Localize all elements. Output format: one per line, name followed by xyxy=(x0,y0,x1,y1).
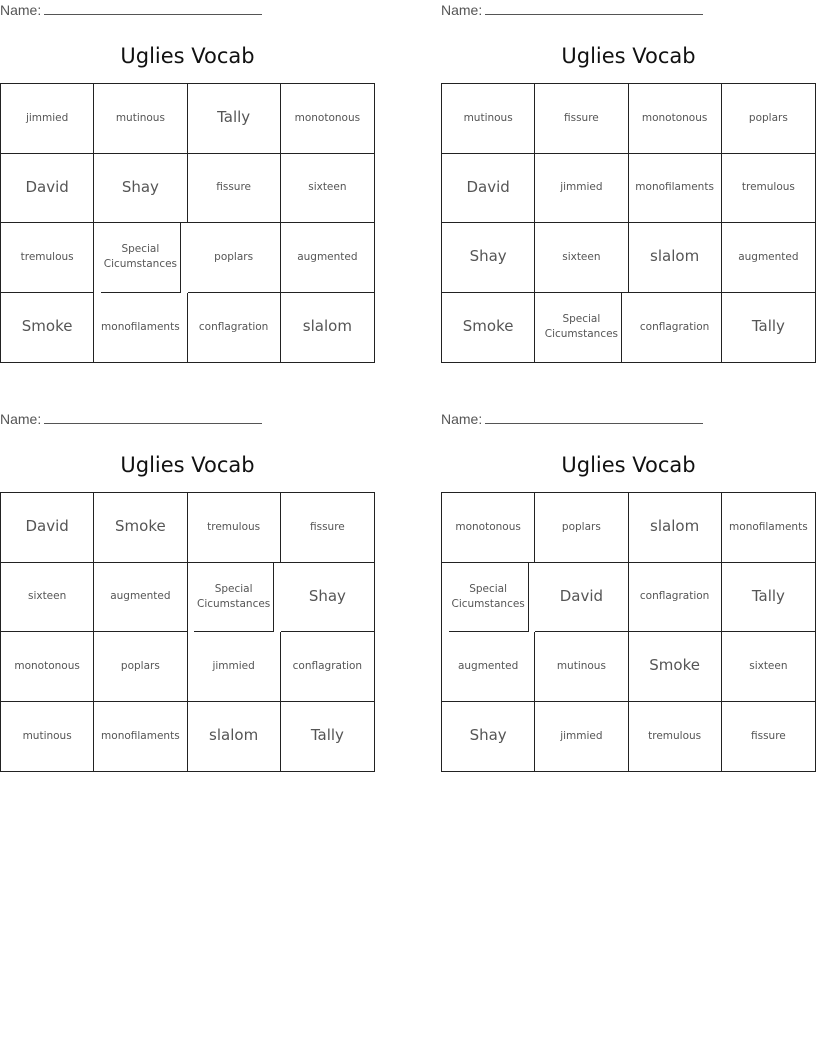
bingo-cell: slalom xyxy=(188,702,281,772)
bingo-cell: monofilaments xyxy=(629,154,722,224)
bingo-cell: poplars xyxy=(94,632,187,702)
bingo-cell: sixteen xyxy=(1,563,94,633)
bingo-cell: poplars xyxy=(722,84,815,154)
bingo-cell: tremulous xyxy=(722,154,815,224)
bingo-cell: Tally xyxy=(310,726,344,745)
name-blank-line xyxy=(44,411,262,424)
bingo-cell: augmented xyxy=(442,632,535,702)
card-title: Uglies Vocab xyxy=(561,44,696,68)
bingo-grid xyxy=(441,492,816,772)
bingo-cell: mutinous xyxy=(442,84,535,154)
bingo-cell: tremulous xyxy=(1,223,94,293)
bingo-cell: monofilaments xyxy=(94,293,187,363)
bingo-cell: David xyxy=(442,154,535,224)
bingo-cell: poplars xyxy=(535,493,628,563)
bingo-cell: tremulous xyxy=(629,702,722,772)
bingo-cell: monotonous xyxy=(1,632,94,702)
bingo-cell: augmented xyxy=(94,563,187,633)
bingo-cell: slalom xyxy=(629,223,722,293)
name-field xyxy=(441,2,711,20)
bingo-cell: conflagration xyxy=(629,293,722,363)
name-blank-line xyxy=(44,2,262,15)
bingo-cell: jimmied xyxy=(535,154,628,224)
bingo-cell: Smoke xyxy=(94,493,187,563)
bingo-cell: Tally xyxy=(188,84,281,154)
bingo-cell: sixteen xyxy=(535,223,628,293)
bingo-cell: David xyxy=(535,563,628,633)
name-label: Name: xyxy=(441,2,483,18)
name-label: Name: xyxy=(441,411,483,427)
bingo-cell: conflagration xyxy=(188,293,281,363)
name-field xyxy=(0,2,270,20)
name-blank-line xyxy=(485,2,703,15)
bingo-cell: Shay xyxy=(94,154,187,224)
bingo-cell: augmented xyxy=(281,223,374,293)
bingo-cell: poplars xyxy=(188,223,281,293)
bingo-cell: Special Cicumstances xyxy=(101,223,181,293)
bingo-cell: jimmied xyxy=(188,632,281,702)
card-title: Uglies Vocab xyxy=(561,453,696,477)
bingo-cell: Shay xyxy=(442,223,535,293)
bingo-cell: monotonous xyxy=(442,493,535,563)
bingo-cell: monofilaments xyxy=(722,493,815,563)
bingo-grid xyxy=(0,83,375,363)
bingo-grid xyxy=(0,492,375,772)
card-title: Uglies Vocab xyxy=(120,44,255,68)
bingo-cell: Smoke xyxy=(442,293,535,363)
bingo-cell: slalom xyxy=(629,493,722,563)
bingo-cell: Smoke xyxy=(1,293,94,363)
name-field xyxy=(441,411,711,429)
name-label: Name: xyxy=(0,411,42,427)
bingo-cell: fissure xyxy=(535,84,628,154)
card-title: Uglies Vocab xyxy=(120,453,255,477)
bingo-cell: fissure xyxy=(750,729,786,742)
bingo-cell: monotonous xyxy=(281,84,374,154)
bingo-cell: slalom xyxy=(302,317,352,336)
name-field xyxy=(0,411,270,429)
bingo-cell: David xyxy=(1,154,94,224)
bingo-cell: fissure xyxy=(281,493,374,563)
bingo-cell: Shay xyxy=(281,563,374,633)
bingo-grid xyxy=(441,83,816,363)
bingo-cell: Special Cicumstances xyxy=(449,563,529,633)
bingo-cell: Smoke xyxy=(629,632,722,702)
bingo-cell: Special Cicumstances xyxy=(194,563,274,633)
bingo-cell: tremulous xyxy=(188,493,281,563)
name-label: Name: xyxy=(0,2,42,18)
bingo-cell: mutinous xyxy=(1,702,94,772)
bingo-cell: Tally xyxy=(751,317,785,336)
bingo-cell: jimmied xyxy=(1,84,94,154)
bingo-cell: Special Cicumstances xyxy=(542,293,622,363)
bingo-cell: monotonous xyxy=(629,84,722,154)
bingo-cell: augmented xyxy=(722,223,815,293)
bingo-cell: conflagration xyxy=(281,632,374,702)
bingo-cell: mutinous xyxy=(94,84,187,154)
bingo-cell: Tally xyxy=(722,563,815,633)
bingo-cell: sixteen xyxy=(281,154,374,224)
bingo-cell: sixteen xyxy=(722,632,815,702)
name-blank-line xyxy=(485,411,703,424)
bingo-cell: fissure xyxy=(188,154,281,224)
bingo-cell: mutinous xyxy=(535,632,628,702)
bingo-cell: Shay xyxy=(442,702,535,772)
bingo-cell: monofilaments xyxy=(94,702,187,772)
bingo-cell: jimmied xyxy=(535,702,628,772)
bingo-cell: conflagration xyxy=(629,563,722,633)
bingo-cell: David xyxy=(1,493,94,563)
